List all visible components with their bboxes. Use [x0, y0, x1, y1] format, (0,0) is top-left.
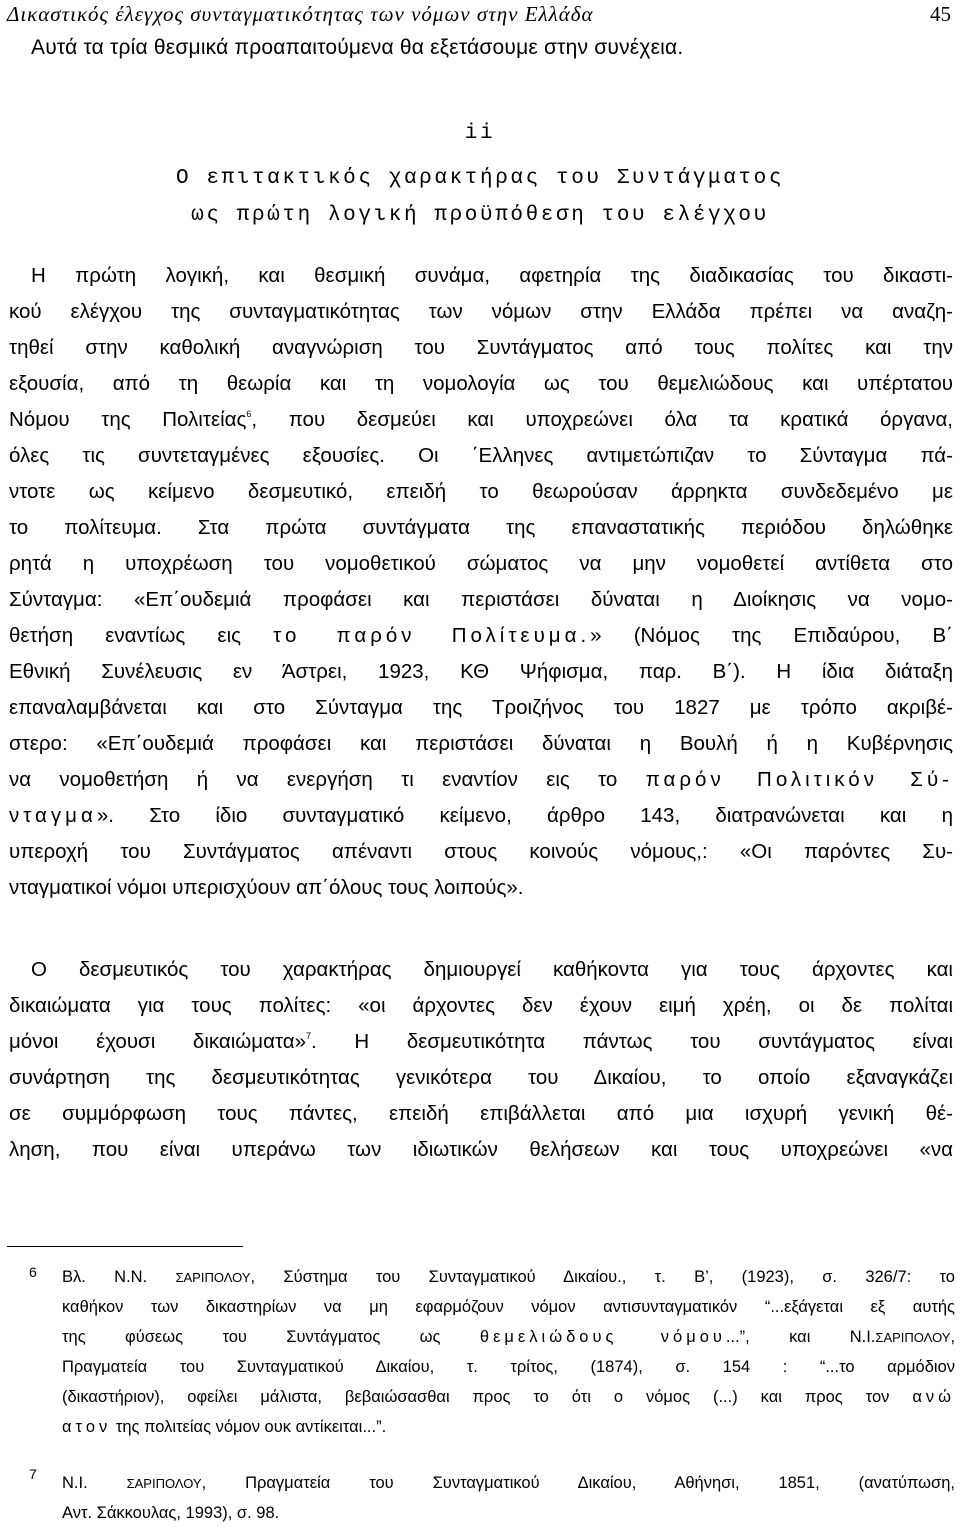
section-number: ii	[464, 122, 496, 145]
line-text: ...”, και Ν.Ι.	[725, 1328, 876, 1346]
page-number: 45	[930, 2, 951, 26]
paragraph-line: υπεροχή του Συντάγματος απέναντι στους κοινούς νόμους,: «Οι παρόντες Συ-	[9, 840, 953, 863]
line-text: να νομοθετήση ή να ενεργήση τι εναντίον εις το	[9, 768, 618, 791]
line-text: Στο ίδιο συνταγματικό κείμενο, άρθρο 143, διατρανώνεται και η	[149, 804, 953, 827]
footnote-marker: 6	[29, 1264, 37, 1280]
paragraph-line: δικαιώματα για τους πολίτες: «οι άρχοντες δεν έχουν ειμή χρέη, οι δε πολίται	[9, 994, 953, 1017]
spaced-emphasis: ατον	[62, 1418, 112, 1436]
line-text: της πολιτείας νόμον ουκ αντίκειται...”.	[115, 1418, 387, 1436]
paragraph-line: όλες τις συντεταγμένες εξουσίες. Οι ΄Ελληνες αντιμετώπιζαν το Σύνταγμα πά-	[9, 444, 953, 467]
paragraph-line: κού ελέγχου της συνταγματικότητας των νόμων στην Ελλάδα πρέπει να αναζη-	[9, 300, 953, 323]
running-title: Δικαστικός έλεγχος συνταγματικότητας των νόμων στην Ελλάδα	[7, 2, 594, 26]
footnote-marker: 7	[29, 1466, 37, 1482]
paragraph-line	[9, 804, 953, 840]
section-heading-line-2: ως πρώτη λογική προϋπόθεση του ελέγχου	[191, 204, 769, 227]
paragraph-line: Σύνταγμα: «Επ΄ουδεμιά προφάσει και περιστάσει δύναται η Διοίκησις να νομο-	[9, 588, 953, 611]
line-text: , Σύστημα του Συνταγματικού Δικαίου., τ. Β’, (1923), σ. 326/7: το	[250, 1268, 955, 1286]
line-text: Βλ. Ν.Ν.	[62, 1268, 148, 1286]
page-header	[7, 2, 951, 30]
paragraph-line: Η πρώτη λογική, και θεσμική συνάμα, αφετηρία της διαδικασίας του δικαστι-	[31, 264, 953, 287]
paragraph-line	[9, 624, 953, 660]
line-text: Ν.Ι.	[62, 1474, 88, 1492]
paragraph-line: το πολίτευμα. Στα πρώτα συντάγματα της επαναστατικής περιόδου δηλώθηκε	[9, 516, 953, 539]
spaced-emphasis: ανώ	[912, 1388, 956, 1406]
paragraph-line: νταγματικοί νόμοι υπερισχύουν απ΄όλους τους λοιπούς».	[9, 876, 524, 899]
paragraph-line: σε συμμόρφωση τους πάντες, επειδή επιβάλλεται από μια ισχυρή γενική θέ-	[9, 1102, 953, 1125]
line-text: Νόμου της Πολιτείας	[9, 408, 247, 431]
spaced-emphasis: το παρόν Πολίτευμα.	[273, 624, 591, 647]
line-text: θετήση εναντίως εις	[9, 624, 242, 647]
line-text: . Η δεσμευτικότητα πάντως του συντάγματος είναι	[311, 1030, 953, 1053]
footnote-line	[62, 1388, 955, 1418]
section-heading-line-1: Ο επιτακτικός χαρακτήρας του Συντάγματος	[175, 167, 785, 190]
paragraph-line	[9, 768, 953, 804]
footnote-separator	[7, 1246, 243, 1247]
author-name: ΣΑΡΙΠΟΛΟΥ	[875, 1330, 951, 1345]
footnote-line	[62, 1268, 955, 1298]
footnote-line	[62, 1328, 955, 1358]
line-text: (δικαστήριον), οφείλει μάλιστα, βεβαιώσασθαι προς το ότι ο νόμος (...) και προς τον	[62, 1388, 890, 1406]
paragraph-line: στερο: «Επ΄ουδεμιά προφάσει και περιστάσει δύναται η Βουλή ή η Κυβέρνησις	[9, 732, 953, 755]
paragraph-line: τηθεί στην καθολική αναγνώριση του Συντάγματος από τους πολίτες και την	[9, 336, 953, 359]
paragraph-line: Εθνική Συνέλευσις εν Άστρει, 1923, ΚΘ Ψήφισμα, παρ. Β΄). Η ίδια διάταξη	[9, 660, 953, 683]
footnote-line	[62, 1418, 955, 1448]
paragraph-line: επαναλαμβάνεται και στο Σύνταγμα της Τροιζήνος του 1827 με τρόπο ακριβέ-	[9, 696, 953, 719]
paragraph-line	[9, 1030, 953, 1066]
footnote-reference-7[interactable]: 7	[306, 1031, 312, 1041]
paragraph-line: ντοτε ως κείμενο δεσμευτικό, επειδή το θεωρούσαν άρρηκτα συνδεδεμένο με	[9, 480, 953, 503]
author-name: ΣΑΡΙΠΟΛΟΥ	[175, 1270, 251, 1285]
spaced-emphasis: νταγμα	[9, 804, 97, 827]
spaced-emphasis: θεμελιώδους νόμου	[479, 1328, 726, 1346]
line-text: » (Νόμος της Επιδαύρου, Β΄	[590, 624, 953, 647]
line-text: ».	[96, 804, 114, 827]
spaced-emphasis: παρόν Πολιτικόν Σύ-	[645, 768, 954, 791]
paragraph-line	[9, 408, 953, 444]
line-text: , Πραγματεία του Συνταγματικού Δικαίου, Αθήνησι, 1851, (ανατύπωση,	[201, 1474, 955, 1492]
intro-sentence: Αυτά τα τρία θεσμικά προαπαιτούμενα θα εξετάσουμε στην συνέχεια.	[31, 36, 684, 59]
line-text: , που δεσμεύει και υποχρεώνει όλα τα κρατικά όργανα,	[251, 408, 953, 431]
paragraph-line: Ο δεσμευτικός του χαρακτήρας δημιουργεί καθήκοντα για τους άρχοντες και	[31, 958, 953, 981]
author-name: ΣΑΡΙΠΟΛΟΥ	[126, 1476, 202, 1491]
paragraph-line: εξουσία, από τη θεωρία και τη νομολογία ως του θεμελιώδους και υπέρτατου	[9, 372, 953, 395]
line-text: της φύσεως του Συντάγματος ως	[62, 1328, 441, 1346]
footnote-reference-6[interactable]: 6	[246, 409, 252, 419]
footnote-line: καθήκον των δικαστηρίων να μη εφαρμόζουν νόμον αντισυνταγματικόν “...εξάγεται εξ αυτής	[62, 1298, 955, 1316]
paragraph-line: ρητά η υποχρέωση του νομοθετικού σώματος να μην νομοθετεί αντίθετα στο	[9, 552, 953, 575]
line-text: μόνοι έχουσι δικαιώματα»	[9, 1030, 307, 1053]
footnote-line: Πραγματεία του Συνταγματικού Δικαίου, τ. τρίτος, (1874), σ. 154 : “...το αρμόδιον	[62, 1358, 955, 1376]
paragraph-line: ληση, που είναι υπεράνω των ιδιωτικών θελήσεων και τους υποχρεώνει «να	[9, 1138, 953, 1161]
line-text: ,	[950, 1328, 956, 1346]
paragraph-line: συνάρτηση της δεσμευτικότητας γενικότερα του Δικαίου, το οποίο εξαναγκάζει	[9, 1066, 953, 1089]
footnote-line: Αντ. Σάκκουλας, 1993), σ. 98.	[62, 1504, 280, 1522]
footnote-line	[62, 1474, 955, 1504]
